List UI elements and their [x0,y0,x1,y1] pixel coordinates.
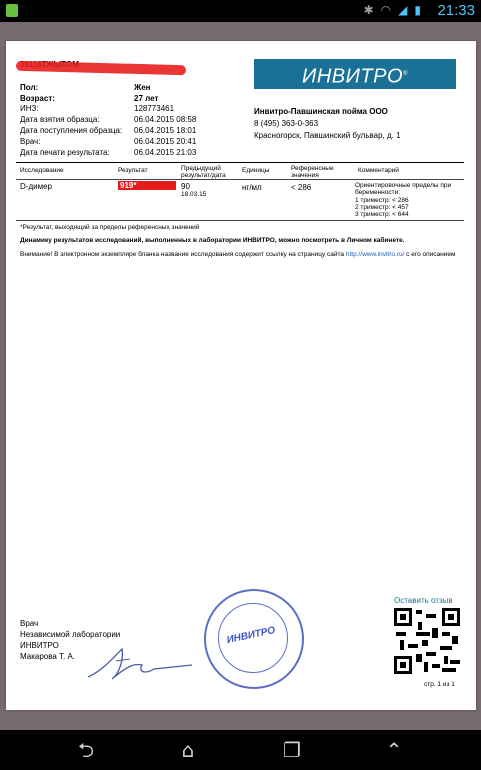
previous-date: 18.03.15 [181,191,207,198]
signature-line-2: Независимой лаборатории [20,630,121,639]
wifi-icon: ◠ [380,3,392,17]
doctor-value: 06.04.2015 20:41 [134,137,197,146]
col-header-result: Результат [118,167,148,174]
page-number: стр. 1 из 1 [424,681,455,688]
sample-received-label: Дата поступления образца: [20,126,123,135]
invitro-site-link[interactable]: http://www.invitro.ru/ [345,251,405,258]
dynamics-note: Динамику результатов исследований, выполненных в лаборатории ИНВИТРО, можно посмотреть в Личном кабинете. [20,237,405,244]
table-bottom-rule [16,220,464,221]
lab-name: Инвитро-Павшинская пойма ООО [254,107,388,116]
attention-text: Внимание! В электронном экземпляре бланка название исследования содержит ссылку на страницу сайта [20,251,346,258]
signal-icon: ◢ [398,3,408,17]
invitro-logo: ИНВИТРО® [254,59,456,89]
reference-value: < 286 [291,183,312,192]
qr-code[interactable] [394,608,460,674]
lab-phone: 8 (495) 363-0-363 [254,119,319,128]
col-header-test: Исследование [20,167,64,174]
signature-line-3: ИНВИТРО [20,641,59,650]
logo-text: ИНВИТРО [302,65,404,88]
menu-up-icon[interactable]: ⌃ [385,738,403,762]
signature-line-4: Макарова Т. А. [20,652,76,661]
lab-address: Красногорск, Павшинский бульвар, д. 1 [254,131,401,140]
attention-text-end: с его описанием [404,251,456,258]
back-icon[interactable]: ⮌ [77,738,95,762]
comment-line-1: Ориентировочные пределы при беременности: [355,182,452,196]
status-bar [0,0,481,22]
test-link-d-dimer[interactable]: D-димер [20,182,52,191]
doctor-label: Врач: [20,137,41,146]
print-date-label: Дата печати результата: [20,148,110,157]
sample-taken-label: Дата взятия образца: [20,115,100,124]
inz-label: ИНЗ: [20,104,39,113]
feedback-link[interactable]: Оставить отзыв [394,596,453,605]
age-value: 27 лет [134,94,159,103]
sample-taken-value: 06.04.2015 08:58 [134,115,197,124]
result-value-flagged: 919* [118,181,176,190]
inz-value: 128773461 [134,104,175,113]
recent-apps-icon[interactable]: ❐ [283,738,301,762]
home-icon[interactable]: ⌂ [181,738,195,762]
battery-icon: ▮ [414,3,421,17]
bluetooth-icon: ✱ [363,3,374,17]
footnote: *Результат, выходящий за пределы референсных значений [20,224,200,231]
redaction-mark [16,61,186,75]
signature-line-1: Врач [20,619,39,628]
navigation-bar [0,730,481,770]
previous-value: 90 [181,182,190,191]
attention-note [20,251,470,258]
handwritten-signature [82,641,200,685]
stamp-text: ИНВИТРО [225,624,277,647]
table-top-rule [16,162,464,163]
document-page[interactable] [6,41,476,710]
sample-received-value: 06.04.2015 18:01 [134,126,197,135]
comment-line-4: 3 триместр: < 644 [355,211,409,218]
comment-line-2: 1 триместр: < 286 [355,197,409,204]
app-notification-icon [6,4,18,17]
col-header-comment: Комментарий [358,167,399,174]
col-header-reference: Референсные значения [291,165,334,179]
units-value: нг/мл [242,183,262,192]
sex-value: Жен [134,83,151,92]
comment-line-3: 2 триместр: < 457 [355,204,409,211]
sex-label: Пол: [20,83,39,92]
col-header-previous: Предыдущий результат/дата [181,165,226,179]
table-header-rule [16,179,464,180]
col-header-units: Единицы [242,167,270,174]
age-label: Возраст: [20,94,55,103]
print-date-value: 06.04.2015 21:03 [134,148,197,157]
clock: 21:33 [437,2,475,19]
